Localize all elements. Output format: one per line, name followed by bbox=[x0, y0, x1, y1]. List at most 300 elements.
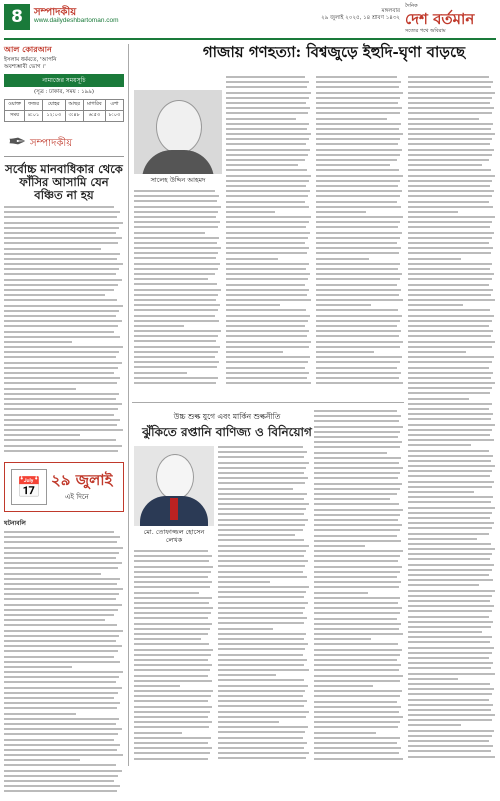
text-line bbox=[408, 724, 461, 726]
text-line bbox=[226, 76, 305, 78]
text-line bbox=[218, 674, 276, 676]
text-line bbox=[316, 356, 402, 358]
text-line bbox=[226, 143, 306, 145]
dateline bbox=[280, 8, 400, 22]
text-line bbox=[314, 602, 398, 604]
text-line bbox=[134, 252, 218, 254]
text-line bbox=[4, 248, 101, 250]
text-line bbox=[314, 540, 401, 542]
text-line bbox=[314, 669, 399, 671]
text-line bbox=[314, 690, 402, 692]
text-line bbox=[218, 711, 309, 713]
author-caption: সালেহ উদ্দিন আহমদ bbox=[150, 176, 206, 184]
prayer-time: সময় bbox=[5, 111, 25, 122]
text-line bbox=[218, 716, 306, 718]
text-line bbox=[4, 346, 123, 348]
text-line bbox=[408, 325, 489, 327]
text-line bbox=[408, 610, 492, 612]
text-line bbox=[314, 612, 400, 614]
text-line bbox=[408, 455, 493, 457]
text-line bbox=[4, 419, 120, 421]
author-role: লেখক bbox=[165, 536, 183, 544]
text-line bbox=[408, 221, 492, 223]
text-line bbox=[316, 252, 399, 254]
text-line bbox=[134, 211, 218, 213]
text-line bbox=[218, 503, 309, 505]
prayer-col: আছর bbox=[65, 100, 83, 111]
text-line bbox=[4, 562, 122, 564]
text-line bbox=[408, 424, 495, 426]
text-line bbox=[408, 299, 495, 301]
text-line bbox=[408, 315, 494, 317]
text-line bbox=[4, 754, 123, 756]
text-line bbox=[218, 648, 305, 650]
text-line bbox=[314, 550, 403, 552]
text-line bbox=[218, 612, 303, 614]
text-line bbox=[408, 330, 493, 332]
text-line bbox=[408, 309, 490, 311]
text-line bbox=[4, 227, 119, 229]
text-line bbox=[314, 436, 398, 438]
text-line bbox=[408, 538, 477, 540]
text-line bbox=[4, 336, 120, 338]
text-line bbox=[408, 185, 490, 187]
text-line bbox=[408, 118, 479, 120]
text-line bbox=[134, 299, 216, 301]
text-line bbox=[314, 467, 403, 469]
text-line bbox=[4, 713, 76, 715]
text-line bbox=[4, 206, 114, 208]
text-line bbox=[408, 626, 491, 628]
text-line bbox=[314, 566, 402, 568]
text-line bbox=[316, 159, 397, 161]
text-line bbox=[408, 76, 489, 78]
text-line bbox=[314, 680, 400, 682]
text-line bbox=[314, 410, 397, 412]
text-line bbox=[226, 351, 283, 353]
text-line bbox=[316, 107, 402, 109]
text-line bbox=[4, 356, 116, 358]
text-line bbox=[316, 81, 401, 83]
text-line bbox=[218, 602, 308, 604]
text-line bbox=[314, 514, 400, 516]
text-line bbox=[408, 616, 489, 618]
text-line bbox=[316, 273, 402, 275]
text-line bbox=[408, 678, 458, 680]
text-line bbox=[4, 650, 118, 652]
text-line bbox=[226, 201, 305, 203]
text-line bbox=[134, 351, 218, 353]
text-line bbox=[316, 112, 400, 114]
text-line bbox=[218, 654, 303, 656]
text-line bbox=[226, 252, 307, 254]
text-line bbox=[226, 86, 307, 88]
text-line bbox=[316, 97, 400, 99]
text-line bbox=[218, 731, 305, 733]
text-line bbox=[408, 470, 492, 472]
text-line bbox=[4, 408, 118, 410]
text-line bbox=[408, 387, 492, 389]
text-line bbox=[4, 325, 118, 327]
text-line bbox=[226, 258, 278, 260]
text-line bbox=[226, 356, 310, 358]
lead-body-col bbox=[316, 76, 404, 390]
second-body-col bbox=[134, 550, 214, 766]
text-line bbox=[314, 415, 401, 417]
text-line bbox=[408, 558, 490, 560]
text-line bbox=[316, 190, 402, 192]
text-line bbox=[4, 645, 122, 647]
text-line bbox=[134, 216, 216, 218]
text-line bbox=[218, 462, 309, 464]
text-line bbox=[4, 216, 117, 218]
text-line bbox=[314, 545, 365, 547]
text-line bbox=[226, 341, 311, 343]
text-line bbox=[226, 361, 308, 363]
text-line bbox=[408, 112, 492, 114]
text-line bbox=[134, 263, 220, 265]
text-line bbox=[408, 86, 491, 88]
author-photo bbox=[134, 446, 214, 526]
text-line bbox=[226, 175, 311, 177]
text-line bbox=[316, 169, 399, 171]
text-line bbox=[134, 664, 212, 666]
text-line bbox=[408, 465, 495, 467]
text-line bbox=[218, 633, 306, 635]
text-line bbox=[218, 685, 308, 687]
text-line bbox=[408, 740, 489, 742]
text-line bbox=[314, 509, 403, 511]
second-kicker: উচ্চ শুল্ক যুগে এবং মার্কিন শুল্কনীতি bbox=[173, 412, 281, 421]
text-line bbox=[314, 649, 402, 651]
text-line bbox=[408, 226, 490, 228]
second-body-col bbox=[218, 446, 310, 766]
text-line bbox=[226, 221, 309, 223]
text-line bbox=[314, 529, 400, 531]
text-line bbox=[134, 330, 221, 332]
dateline-date: ২৯ জুলাই ২০২৫, ১৪ শ্রাবণ ১৪৩২ bbox=[321, 15, 400, 21]
text-line bbox=[408, 304, 463, 306]
text-line bbox=[4, 578, 120, 580]
text-line bbox=[218, 700, 307, 702]
text-line bbox=[408, 693, 492, 695]
text-line bbox=[316, 123, 401, 125]
text-line bbox=[134, 669, 210, 671]
text-line bbox=[316, 118, 387, 120]
text-line bbox=[226, 211, 275, 213]
text-line bbox=[314, 420, 399, 422]
text-line bbox=[134, 289, 221, 291]
text-line bbox=[4, 624, 117, 626]
text-line bbox=[408, 268, 490, 270]
text-line bbox=[408, 533, 489, 535]
text-line bbox=[408, 553, 492, 555]
text-line bbox=[134, 257, 216, 259]
text-line bbox=[226, 294, 307, 296]
text-line bbox=[218, 493, 307, 495]
text-line bbox=[316, 284, 397, 286]
text-line bbox=[218, 752, 309, 754]
text-line bbox=[408, 704, 493, 706]
text-line bbox=[408, 341, 495, 343]
text-line bbox=[134, 649, 213, 651]
lead-body-col bbox=[408, 76, 496, 766]
text-line bbox=[218, 669, 309, 671]
text-line bbox=[408, 356, 494, 358]
text-line bbox=[316, 164, 390, 166]
text-line bbox=[4, 398, 116, 400]
text-line bbox=[226, 97, 309, 99]
text-line bbox=[316, 315, 402, 317]
text-line bbox=[314, 628, 399, 630]
text-line bbox=[4, 351, 119, 353]
text-line bbox=[408, 403, 492, 405]
text-line bbox=[408, 699, 489, 701]
text-line bbox=[314, 675, 403, 677]
text-line bbox=[134, 555, 212, 557]
text-line bbox=[4, 785, 120, 787]
editorial-logo-text: সম্পাদকীয় bbox=[30, 138, 73, 149]
text-line bbox=[4, 450, 118, 452]
text-line bbox=[314, 659, 397, 661]
text-line bbox=[4, 733, 118, 735]
text-line bbox=[408, 543, 491, 545]
text-line bbox=[218, 586, 309, 588]
text-line bbox=[316, 268, 398, 270]
second-body-col bbox=[314, 410, 404, 766]
text-line bbox=[218, 524, 305, 526]
text-line bbox=[314, 488, 400, 490]
text-line bbox=[226, 159, 305, 161]
text-line bbox=[314, 483, 402, 485]
text-line bbox=[408, 102, 490, 104]
text-line bbox=[408, 652, 492, 654]
text-line bbox=[408, 149, 494, 151]
text-line bbox=[4, 299, 117, 301]
text-line bbox=[134, 758, 208, 760]
text-line bbox=[408, 522, 494, 524]
text-line bbox=[316, 201, 397, 203]
text-line bbox=[218, 726, 308, 728]
text-line bbox=[4, 279, 122, 281]
text-line bbox=[408, 247, 493, 249]
this-day-label: এই দিনে bbox=[65, 493, 89, 501]
text-line bbox=[218, 622, 304, 624]
text-line bbox=[316, 237, 400, 239]
text-line bbox=[314, 472, 400, 474]
text-line bbox=[218, 596, 304, 598]
text-line bbox=[316, 247, 401, 249]
text-line bbox=[218, 581, 270, 583]
text-line bbox=[4, 284, 118, 286]
text-line bbox=[226, 268, 306, 270]
text-line bbox=[408, 595, 492, 597]
text-line bbox=[316, 211, 366, 213]
text-line bbox=[134, 195, 219, 197]
text-line bbox=[4, 656, 114, 658]
text-line bbox=[226, 304, 280, 306]
text-line bbox=[226, 107, 310, 109]
text-line bbox=[134, 617, 208, 619]
text-line bbox=[408, 574, 489, 576]
text-line bbox=[218, 607, 305, 609]
text-line bbox=[316, 263, 400, 265]
text-line bbox=[4, 604, 122, 606]
text-line bbox=[408, 621, 493, 623]
text-line bbox=[408, 750, 491, 752]
text-line bbox=[314, 462, 399, 464]
left-column bbox=[4, 44, 124, 766]
text-line bbox=[218, 513, 304, 515]
text-line bbox=[408, 450, 489, 452]
text-line bbox=[4, 310, 119, 312]
text-line bbox=[314, 618, 397, 620]
text-line bbox=[134, 633, 208, 635]
text-line bbox=[314, 535, 397, 537]
text-line bbox=[314, 732, 376, 734]
text-line bbox=[4, 341, 72, 343]
masthead-name: দেশ বর্তমান bbox=[405, 10, 475, 28]
text-line bbox=[134, 361, 219, 363]
text-line bbox=[408, 486, 492, 488]
text-line bbox=[226, 237, 308, 239]
text-line bbox=[4, 445, 122, 447]
text-line bbox=[316, 154, 400, 156]
text-line bbox=[408, 517, 490, 519]
text-line bbox=[408, 418, 491, 420]
text-line bbox=[4, 536, 120, 538]
text-line bbox=[408, 278, 492, 280]
text-line bbox=[134, 711, 210, 713]
text-line bbox=[408, 242, 489, 244]
text-line bbox=[4, 640, 116, 642]
text-line bbox=[4, 635, 119, 637]
text-line bbox=[408, 512, 492, 514]
text-line bbox=[316, 361, 400, 363]
text-line bbox=[4, 289, 114, 291]
text-line bbox=[408, 481, 494, 483]
text-line bbox=[316, 143, 398, 145]
text-line bbox=[218, 571, 303, 573]
text-line bbox=[408, 745, 493, 747]
text-line bbox=[408, 667, 491, 669]
text-line bbox=[4, 692, 118, 694]
text-line bbox=[218, 519, 308, 521]
text-line bbox=[226, 263, 309, 265]
text-line bbox=[4, 764, 116, 766]
prayer-table bbox=[4, 99, 124, 122]
text-line bbox=[316, 195, 400, 197]
text-line bbox=[134, 706, 212, 708]
prayer-col: মাগরিব bbox=[83, 100, 105, 111]
text-line bbox=[134, 690, 213, 692]
text-line bbox=[316, 258, 369, 260]
text-line bbox=[4, 273, 116, 275]
text-line bbox=[314, 654, 400, 656]
text-line bbox=[408, 683, 490, 685]
text-line bbox=[408, 252, 491, 254]
text-line bbox=[4, 222, 123, 224]
text-line bbox=[408, 81, 493, 83]
text-line bbox=[4, 434, 80, 436]
masthead-tagline: সত্যের পথে অবিরাম bbox=[405, 28, 446, 34]
text-line bbox=[218, 643, 308, 645]
text-line bbox=[4, 377, 120, 379]
text-line bbox=[134, 685, 180, 687]
text-line bbox=[4, 268, 119, 270]
text-line bbox=[218, 545, 309, 547]
prayer-time: ৪:০১ bbox=[25, 111, 43, 122]
masthead bbox=[405, 3, 497, 33]
text-line bbox=[316, 175, 403, 177]
text-line bbox=[314, 576, 397, 578]
text-line bbox=[316, 372, 401, 374]
text-line bbox=[226, 92, 311, 94]
text-line bbox=[316, 330, 401, 332]
text-line bbox=[4, 414, 114, 416]
text-line bbox=[134, 700, 208, 702]
text-line bbox=[408, 641, 490, 643]
text-line bbox=[226, 123, 309, 125]
text-line bbox=[408, 756, 495, 758]
text-line bbox=[316, 325, 397, 327]
text-line bbox=[4, 681, 116, 683]
text-line bbox=[218, 550, 306, 552]
text-line bbox=[314, 477, 398, 479]
page-header bbox=[0, 0, 500, 40]
text-line bbox=[218, 628, 273, 630]
text-line bbox=[218, 498, 304, 500]
text-line bbox=[408, 662, 493, 664]
text-line bbox=[316, 226, 398, 228]
text-line bbox=[316, 149, 402, 151]
text-line bbox=[408, 128, 491, 130]
text-line bbox=[314, 643, 398, 645]
text-line bbox=[4, 567, 118, 569]
text-line bbox=[408, 584, 479, 586]
text-line bbox=[218, 488, 293, 490]
text-line bbox=[134, 315, 215, 317]
text-line bbox=[218, 529, 303, 531]
text-line bbox=[314, 623, 401, 625]
text-line bbox=[226, 216, 311, 218]
website-link[interactable]: www.dailydeshbartoman.com bbox=[34, 17, 119, 24]
text-line bbox=[134, 716, 208, 718]
text-line bbox=[134, 695, 211, 697]
text-line bbox=[314, 701, 397, 703]
text-line bbox=[314, 592, 368, 594]
text-line bbox=[134, 294, 218, 296]
text-line bbox=[134, 607, 213, 609]
text-line bbox=[408, 408, 489, 410]
text-line bbox=[218, 565, 305, 567]
text-line bbox=[4, 294, 105, 296]
text-line bbox=[4, 707, 117, 709]
text-line bbox=[134, 377, 218, 379]
text-line bbox=[218, 539, 304, 541]
text-line bbox=[408, 216, 495, 218]
text-line bbox=[408, 501, 491, 503]
text-line bbox=[408, 439, 494, 441]
text-line bbox=[134, 325, 184, 327]
text-line bbox=[408, 688, 494, 690]
text-line bbox=[408, 123, 493, 125]
text-line bbox=[218, 705, 304, 707]
text-line bbox=[408, 372, 493, 374]
text-line bbox=[218, 467, 306, 469]
text-line bbox=[314, 571, 400, 573]
text-line bbox=[408, 206, 493, 208]
